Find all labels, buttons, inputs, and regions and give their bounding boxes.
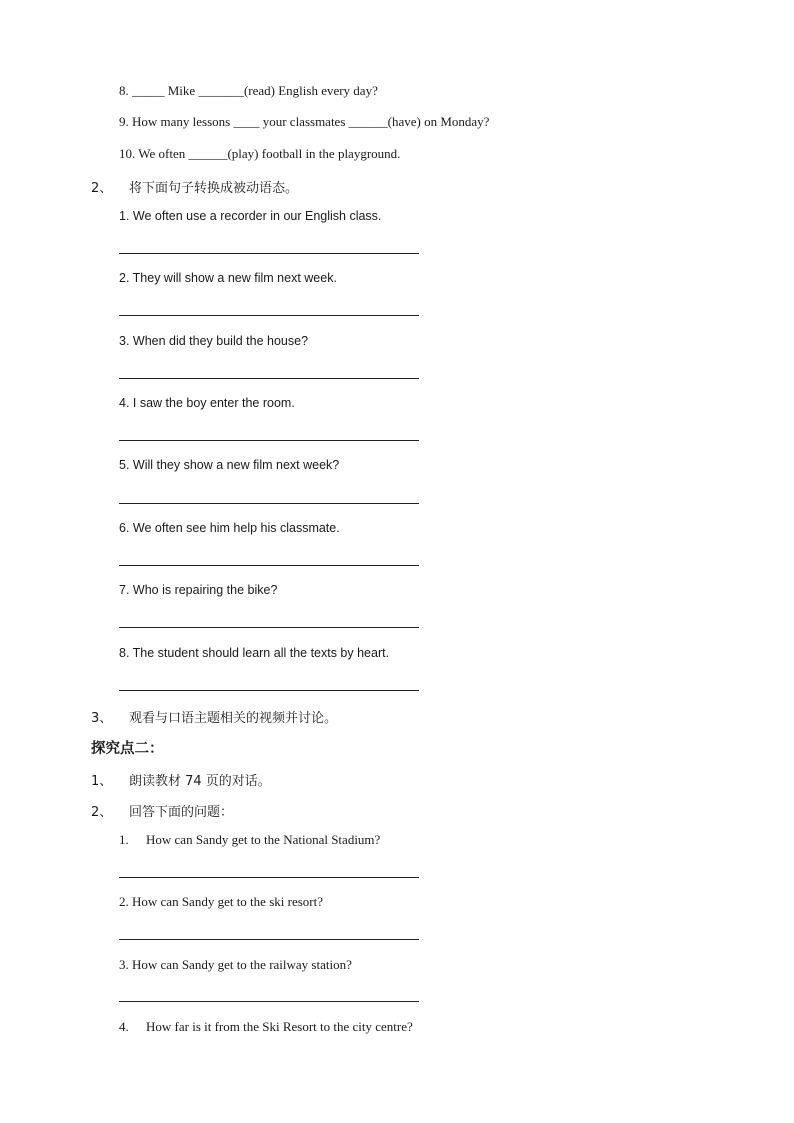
question-3: 3. How can Sandy get to the railway station?: [119, 957, 352, 972]
question-answer-line-1[interactable]: [119, 877, 419, 878]
question-1-text: How can Sandy get to the National Stadium?: [146, 832, 381, 847]
task-1-number: 1、: [91, 774, 113, 789]
explore-2-task-1: [91, 770, 271, 789]
fill-item-8: 8. _____ Mike _______(read) English every day?: [119, 83, 378, 98]
task-2-number: 2、: [91, 805, 113, 820]
question-4-number: 4.: [119, 1019, 129, 1034]
fill-item-10: 10. We often ______(play) football in the playground.: [119, 146, 401, 161]
explore-2-title: 探究点二：: [91, 741, 164, 757]
task-1-text: 朗读教材 74 页的对话。: [129, 774, 271, 789]
task-2-text: 回答下面的问题：: [129, 805, 234, 820]
answer-line-3[interactable]: [119, 378, 419, 379]
answer-line-1[interactable]: [119, 253, 419, 254]
passive-item-3: 3. When did they build the house?: [119, 334, 309, 348]
answer-line-2[interactable]: [119, 315, 419, 316]
question-4: [119, 1019, 413, 1035]
question-1: [119, 832, 380, 848]
question-4-text: How far is it from the Ski Resort to the city centre?: [146, 1019, 413, 1034]
fill-item-9: 9. How many lessons ____ your classmates ______(have) on Monday?: [119, 114, 490, 129]
section-3-heading: [91, 707, 337, 726]
passive-item-6: 6. We often see him help his classmate.: [119, 521, 340, 535]
answer-line-6[interactable]: [119, 565, 419, 566]
passive-item-2: 2. They will show a new film next week.: [119, 271, 337, 285]
question-1-number: 1.: [119, 832, 129, 847]
section-3-text: 观看与口语主题相关的视频并讨论。: [129, 711, 338, 726]
answer-line-8[interactable]: [119, 690, 419, 691]
section-2-number: 2、: [91, 181, 113, 196]
question-answer-line-2[interactable]: [119, 939, 419, 940]
passive-item-4: 4. I saw the boy enter the room.: [119, 396, 295, 410]
question-2: 2. How can Sandy get to the ski resort?: [119, 894, 323, 909]
answer-line-7[interactable]: [119, 627, 419, 628]
section-2-text: 将下面句子转换成被动语态。: [129, 181, 299, 196]
passive-item-7: 7. Who is repairing the bike?: [119, 583, 278, 597]
section-3-number: 3、: [91, 711, 113, 726]
explore-2-task-2: [91, 801, 233, 820]
section-2-heading: [91, 177, 298, 196]
passive-item-1: 1. We often use a recorder in our English class.: [119, 209, 382, 223]
answer-line-4[interactable]: [119, 440, 419, 441]
question-answer-line-3[interactable]: [119, 1001, 419, 1002]
passive-item-5: 5. Will they show a new film next week?: [119, 458, 340, 472]
passive-item-8: 8. The student should learn all the texts by heart.: [119, 646, 390, 660]
answer-line-5[interactable]: [119, 503, 419, 504]
